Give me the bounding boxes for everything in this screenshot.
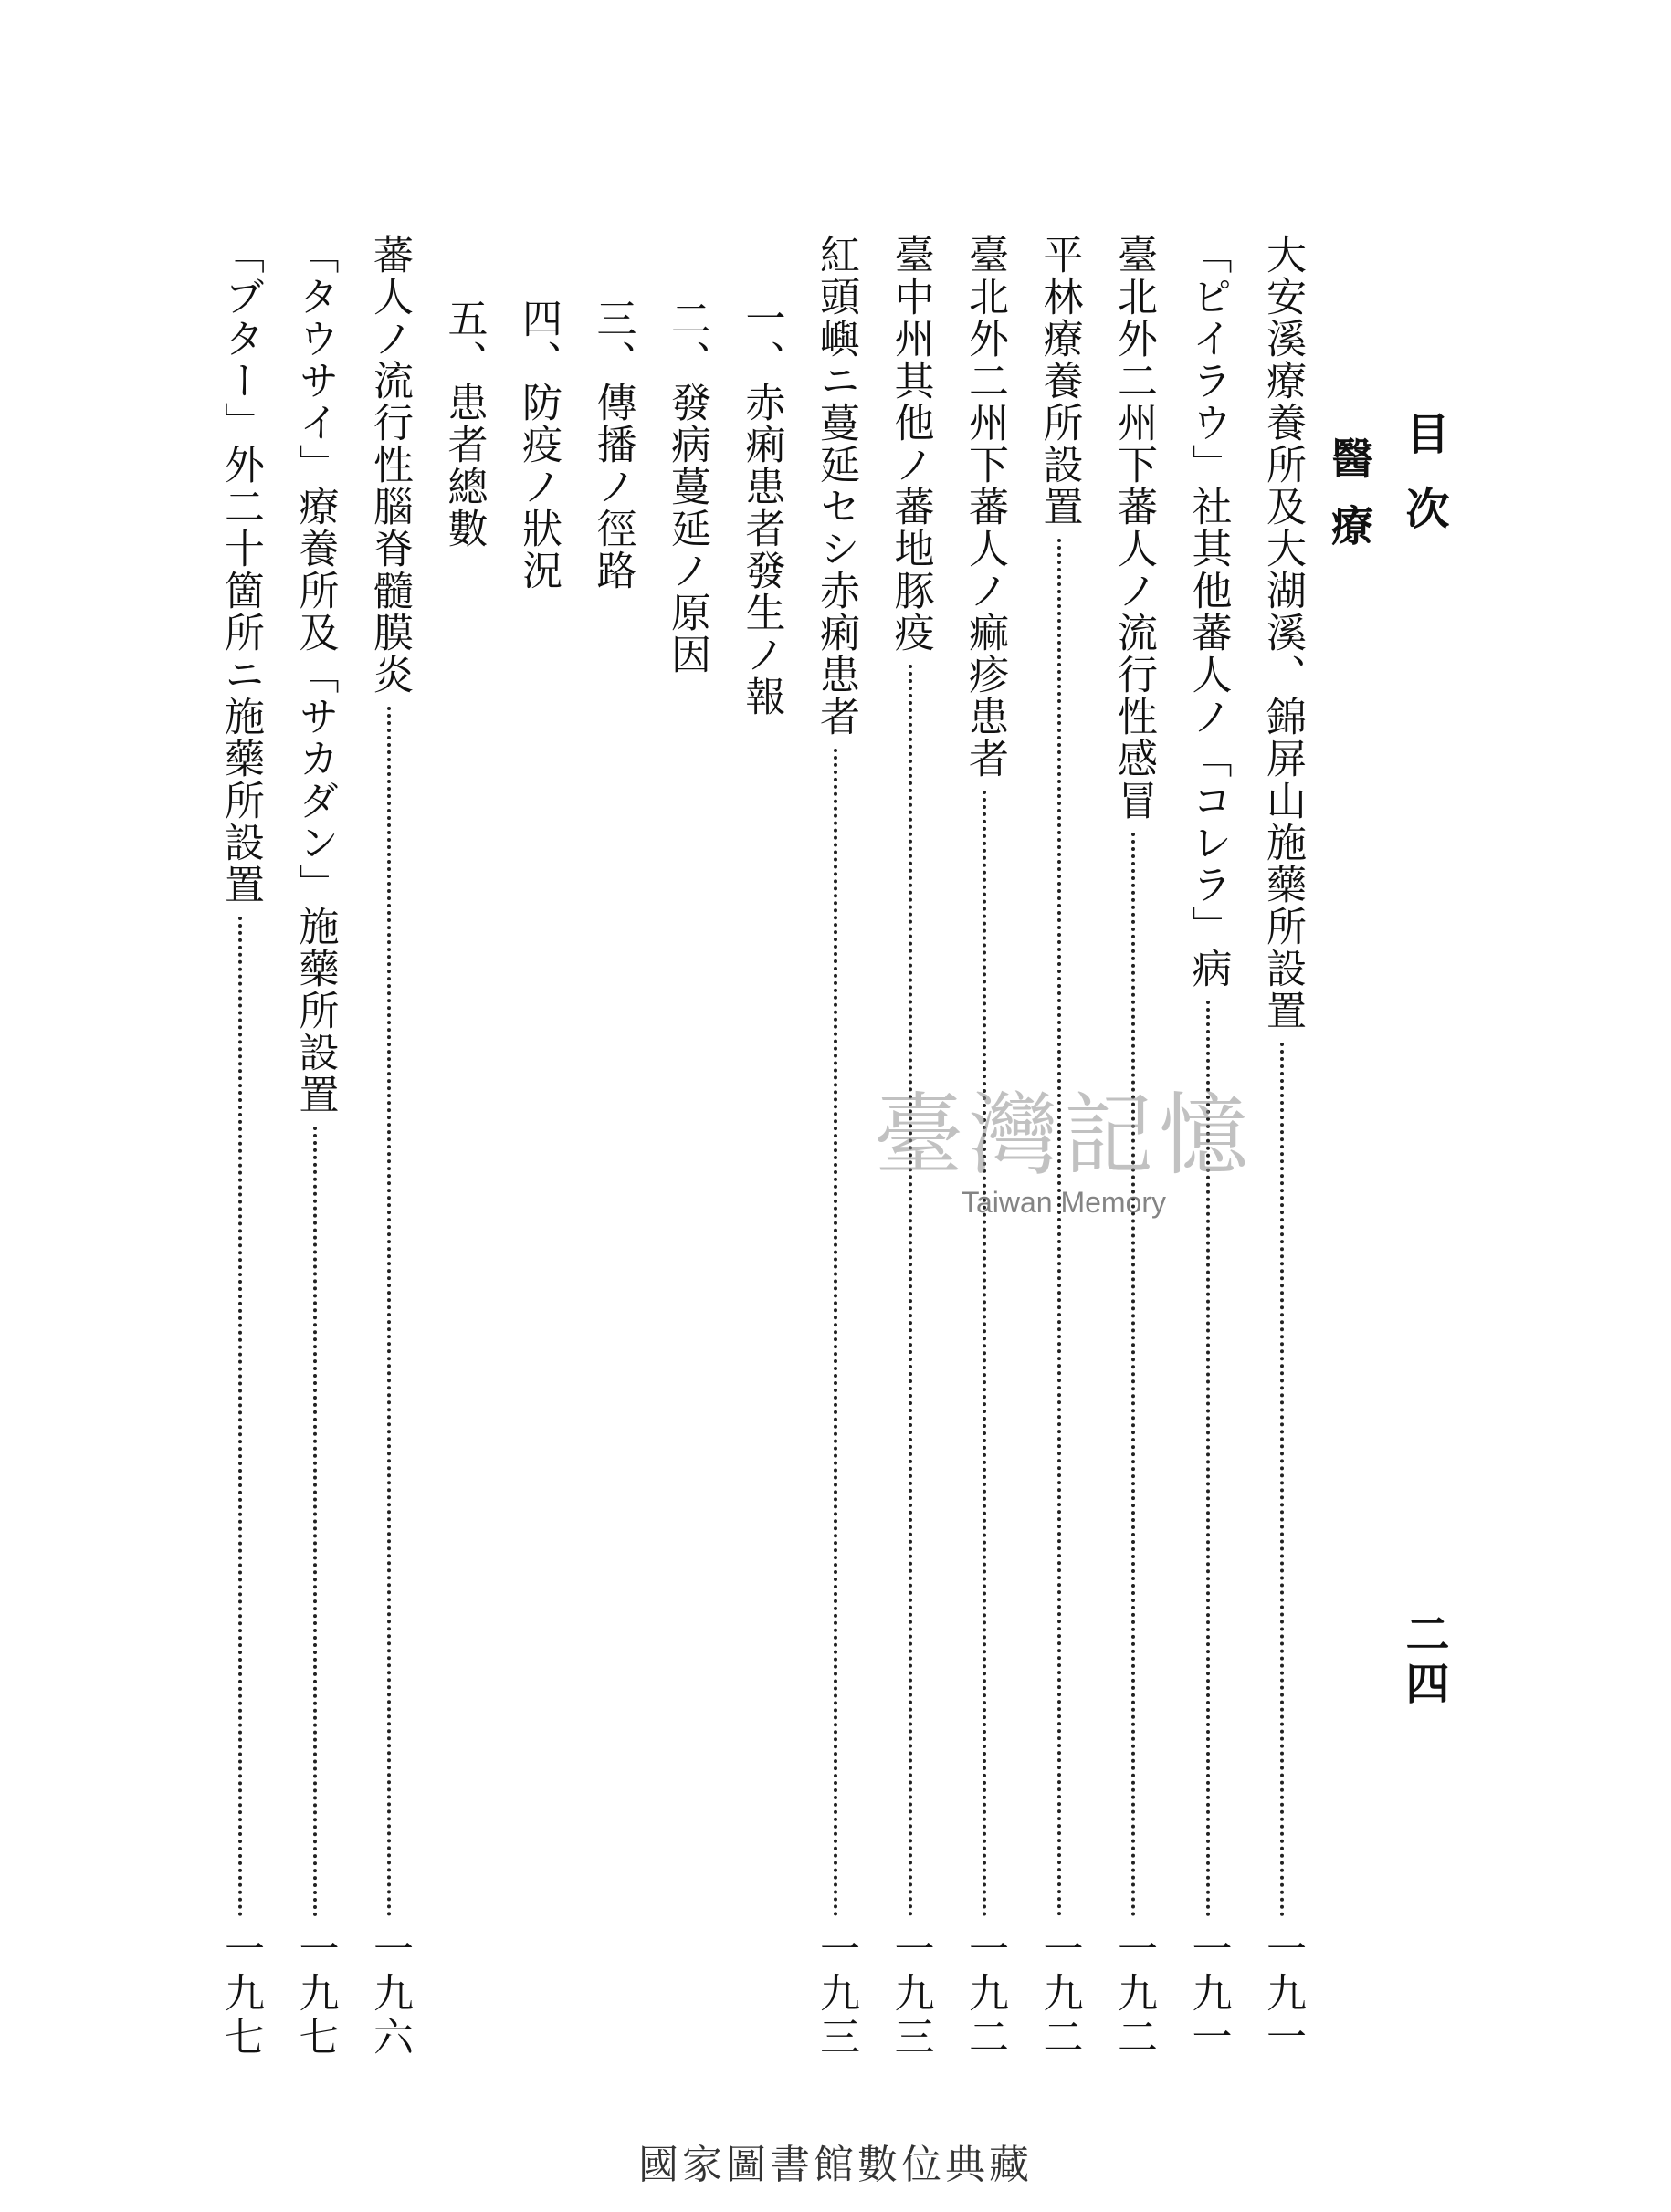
toc-entry-page: 一九二 bbox=[1110, 1928, 1157, 2060]
toc-entry-title: 二、發病蔓延ノ原因 bbox=[664, 298, 710, 676]
toc-entry-page: 一九二 bbox=[1035, 1928, 1083, 2060]
toc-entry bbox=[589, 298, 640, 2060]
toc-dot-leader bbox=[1131, 833, 1135, 1917]
watermark-english: Taiwan Memory bbox=[961, 1186, 1167, 1219]
toc-entry-title: 紅頭嶼ニ蔓延セシ赤痢患者 bbox=[813, 234, 859, 738]
toc-entry-page: 一九三 bbox=[813, 1928, 859, 2060]
toc-dot-leader bbox=[834, 749, 837, 1917]
toc-entry-page: 一九六 bbox=[366, 1928, 413, 2060]
toc-entry-title: 大安溪療養所及大湖溪、錦屏山施藥所設置 bbox=[1259, 234, 1306, 1032]
toc-dot-leader bbox=[313, 1127, 317, 1917]
toc-entry-page: 一九一 bbox=[1259, 1928, 1306, 2060]
toc-entry bbox=[216, 234, 268, 2060]
toc-entry-page: 一九一 bbox=[1184, 1928, 1232, 2060]
toc-entry-title: 「タウサイ」療養所及「サカダン」施藥所設置 bbox=[291, 234, 339, 1116]
toc-entry-title: 五、患者總數 bbox=[440, 298, 488, 550]
toc-entry-title: 臺北外二州下蕃人ノ痲疹患者 bbox=[962, 234, 1008, 780]
toc-entry bbox=[738, 298, 789, 2060]
toc-entry bbox=[291, 234, 342, 2060]
toc-entry bbox=[663, 298, 714, 2060]
watermark-chinese: 臺灣記憶 bbox=[873, 1084, 1254, 1188]
toc-entry-title: 一、赤痢患者發生ノ報 bbox=[738, 298, 785, 718]
toc-entry bbox=[514, 298, 565, 2060]
toc-dot-leader bbox=[387, 707, 391, 1917]
toc-entry bbox=[365, 234, 416, 2060]
toc-entry-page: 一九三 bbox=[887, 1928, 934, 2060]
section-heading: 醫療 bbox=[1325, 436, 1374, 571]
toc-entry-page: 一九七 bbox=[217, 1928, 264, 2060]
toc-entry-title: 臺中州其他ノ蕃地豚疫 bbox=[887, 234, 934, 654]
toc-entry bbox=[440, 298, 491, 2060]
toc-entry-page: 一九七 bbox=[291, 1928, 339, 2060]
toc-entry-title: 臺北外二州下蕃人ノ流行性感冒 bbox=[1110, 234, 1157, 822]
watermark bbox=[826, 1084, 1301, 1274]
toc-entry-title: 蕃人ノ流行性腦脊髓膜炎 bbox=[366, 234, 413, 696]
toc-dot-leader bbox=[238, 917, 242, 1917]
toc-dot-leader bbox=[909, 665, 912, 1917]
page-header-title: 目次 bbox=[1398, 411, 1449, 561]
toc-entry-title: 三、傳播ノ徑路 bbox=[589, 298, 636, 592]
toc-entry-title: 「ブター」外二十箇所ニ施藥所設置 bbox=[217, 234, 264, 906]
page-number: 二四 bbox=[1398, 1611, 1449, 1710]
toc-entry-page: 一九二 bbox=[962, 1928, 1008, 2060]
toc-dot-leader bbox=[983, 791, 986, 1917]
toc-entry-title: 四、防疫ノ狀況 bbox=[515, 298, 562, 592]
toc-entry-title: 「ピイラウ」社其他蕃人ノ「コレラ」病 bbox=[1184, 234, 1232, 990]
footer-credit: 國家圖書館數位典藏 bbox=[638, 2142, 1033, 2188]
toc-entry-title: 平林療養所設置 bbox=[1035, 234, 1083, 528]
